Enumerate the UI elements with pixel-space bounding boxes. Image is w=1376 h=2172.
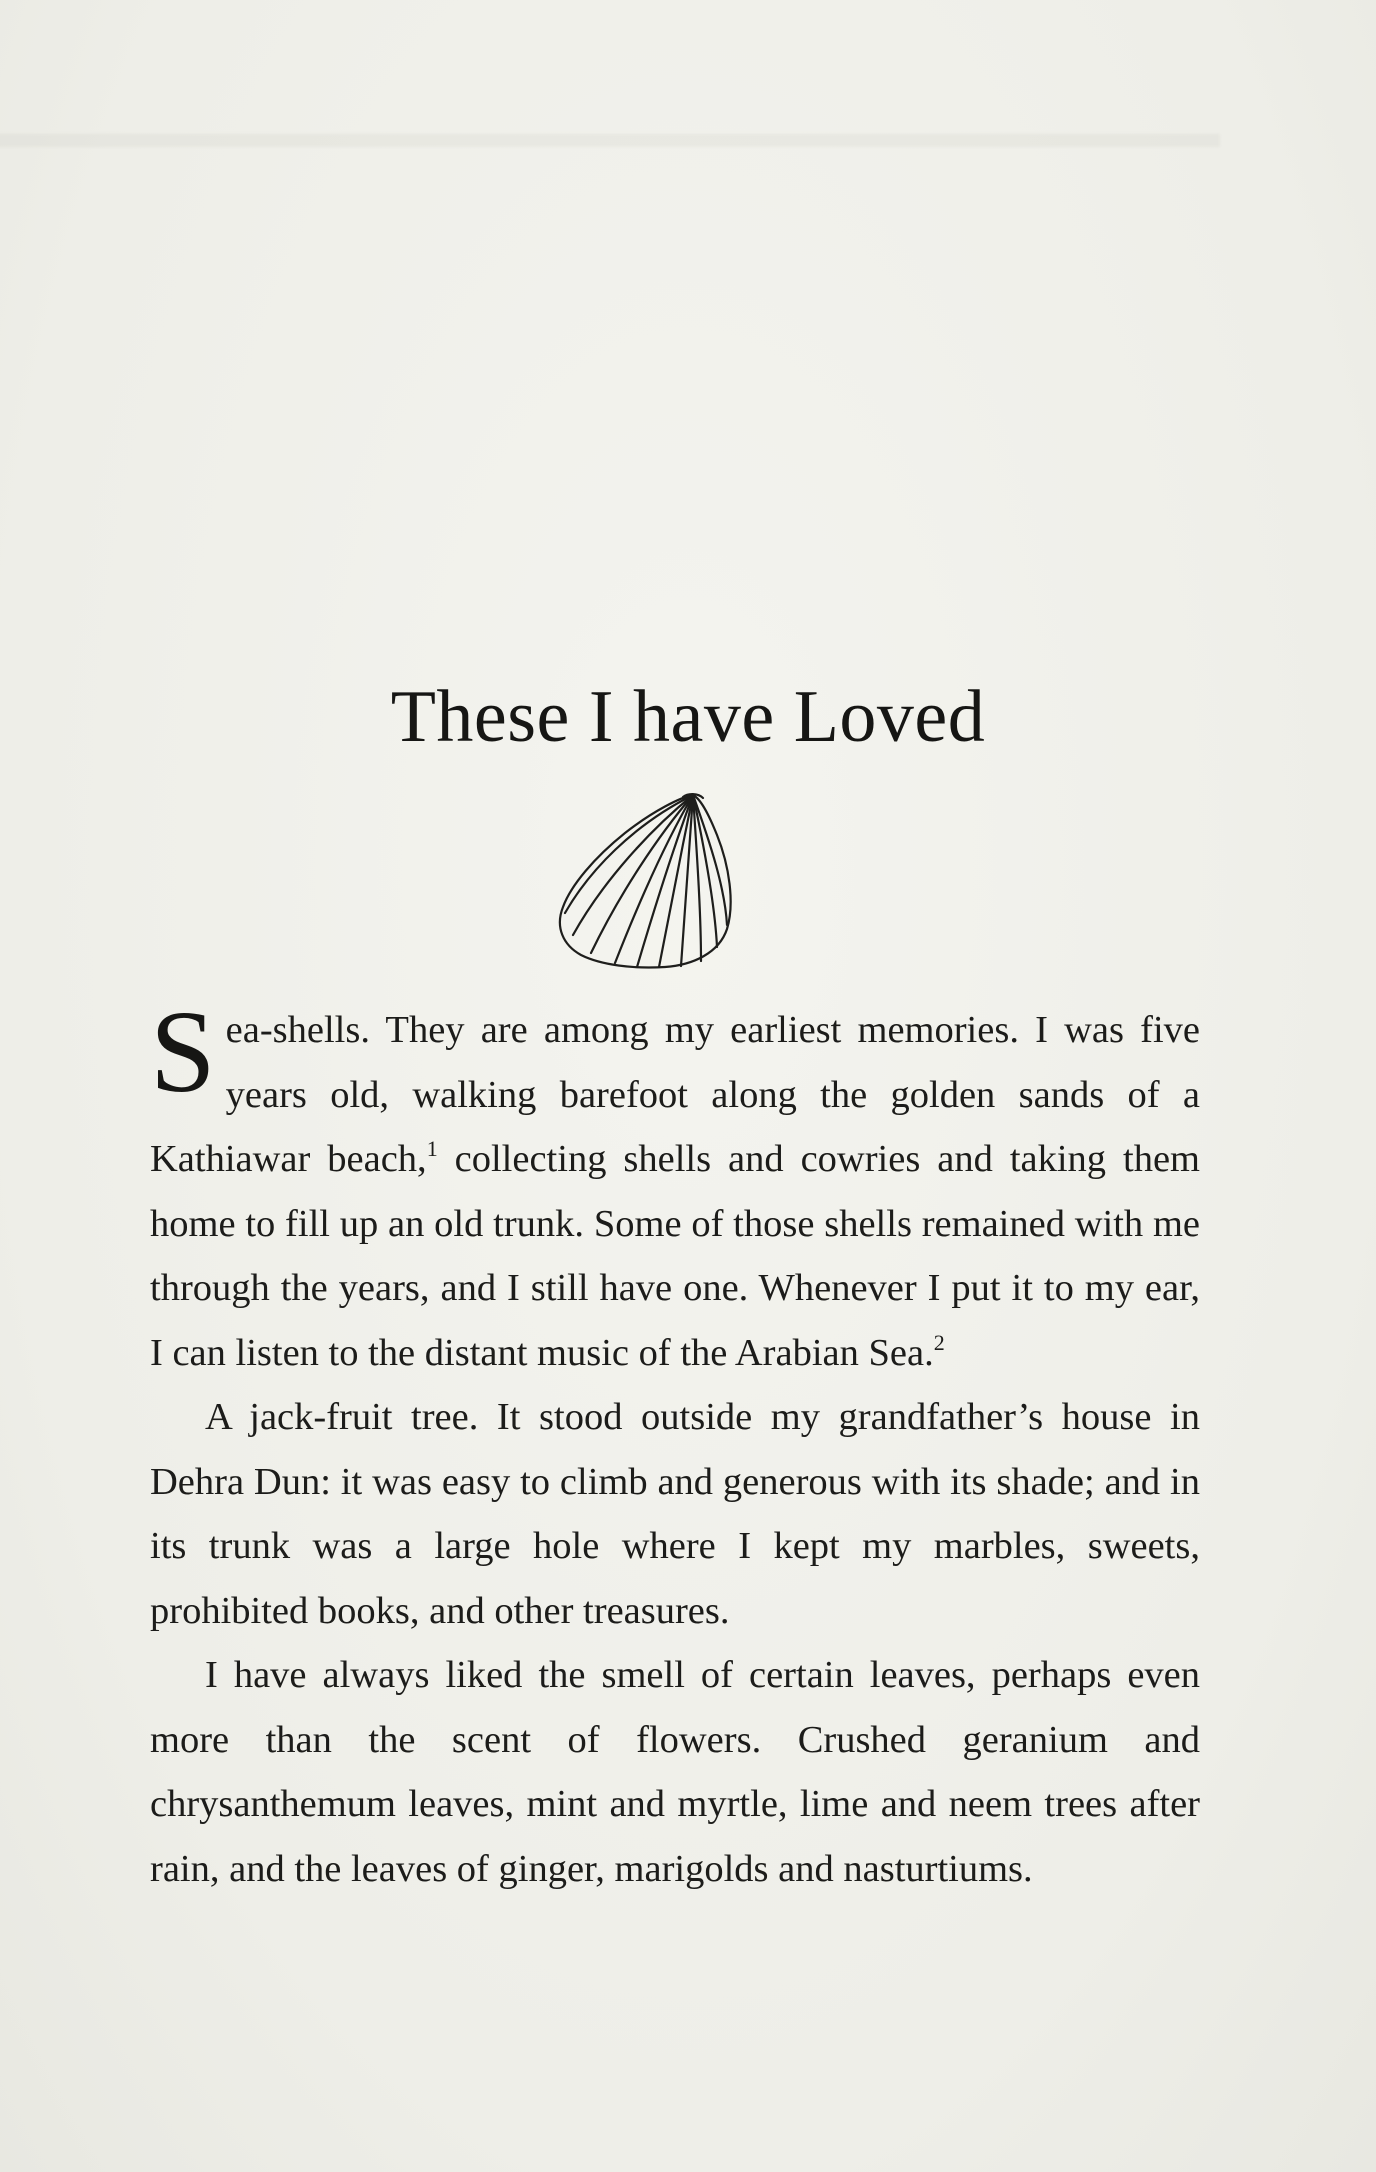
drop-cap: S (150, 986, 216, 1117)
sea-shell-icon (533, 785, 743, 975)
chapter-body (150, 986, 1200, 1901)
paragraph-jack-fruit-tree: A jack-fruit tree. It stood outside my grandfather’s house in Dehra Dun: it was easy to climb and generous with its shade; and in its trunk was a large hole where I kept my marbles, sweets, prohibited books, and other treasures. (150, 1396, 1200, 1632)
footnote-marker[interactable]: 2 (933, 1329, 945, 1355)
chapter-title: These I have Loved (390, 676, 986, 758)
paragraph-leaves: I have always liked the smell of certain leaves, perhaps even more than the scent of flowers. Crushed geranium and chrysanthemum leaves, mint and myrtle, lime and neem trees after rain, and the leaves of ginger, marigolds and nasturtiums. (150, 1654, 1200, 1890)
show-through-texture (150, 100, 1220, 165)
footnote-marker[interactable]: 1 (426, 1136, 438, 1161)
paragraph-text: ea-shells. They are among my earliest memories. I was five years old, walking barefoot along the golden sands of a Kathiawar beach, (150, 1009, 1200, 1180)
paragraph-sea-shells (150, 986, 1200, 1385)
paragraph-text: collecting shells and cowries and taking them home to fill up an old trunk. Some of those shells remained with me through the years, and I still have one. Whenever I put it to my ear, I can listen to the distant music of the Arabian Sea. (150, 1138, 1200, 1374)
